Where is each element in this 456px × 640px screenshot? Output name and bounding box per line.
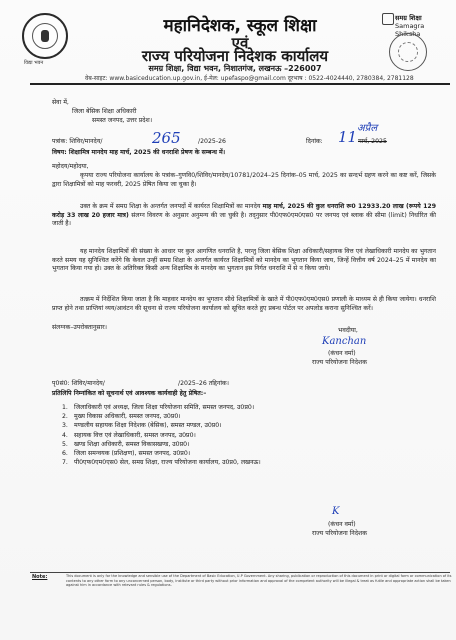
to-line2: समस्त जनपद, उत्तर प्रदेश।	[92, 117, 153, 124]
paragraph-1: कृपया राज्य परियोजना कार्यालय के पत्रांक–गुणवि0/शिविर/मानदेय/10781/2024–25 दिनांक–05 मार्च, 2025 का सन्दर्भ ग्रहण करने का कष्ट करें, जिसके द्वारा शिक्षामित्रों को माह फरवरी, 2025 प्रेषित किया जा चुका है।	[52, 172, 436, 188]
date-month-handwritten: अप्रैल	[357, 123, 378, 134]
samagra-mark-icon	[382, 13, 394, 25]
list-item: 4. सहायक वित्त एवं लेखाधिकारी, समस्त जनपद, उ0प्र0।	[62, 431, 196, 439]
paragraph-2-amount: माह मार्च, 2025 की कुल धनराशि रू0 12933.20 लाख (रूपये 129 करोड़ 33 लाख 20 हजार मात्र)	[52, 203, 436, 219]
list-item: 2. मुख्य विकास अधिकारी, समस्त जनपद, उ0प्र0।	[62, 413, 181, 421]
footer-note-text: This document is only for the knowledge and sensible use of the Department of Basic Education, U.P Government. Any sharing, publication or reproduction of this document in print or digital form or communication of its contents to any other form to any unconcerned person, body, institute or third party without prior information and approval of the competent authority will be illegal & treat as futile and appropriate action shall be taken against him in accordance with relevant rules & regulations.	[66, 574, 452, 588]
signature-scribble: Kanchan	[322, 336, 367, 347]
copy-sign-title: राज्य परियोजना निदेशक	[312, 530, 367, 537]
ref-number-handwritten: 265	[152, 129, 181, 147]
salutation: महोदय/महोदया,	[52, 163, 89, 170]
list-item: 7. पी0एफ0एम0एस0 सेल, समग्र शिक्षा, राज्य परियोजना कार्यालय, उ0प्र0, लखनऊ।	[62, 459, 261, 467]
to-line1: जिला बेसिक शिक्षा अधिकारी	[72, 108, 137, 115]
paragraph-4: तत्क्रम में निर्देशित किया जाता है कि माहवार मानदेय का भुगतान सीधे शिक्षामित्रों के खाते में पी0एफ0एम0एस0 प्रणाली के माध्यम से ही किया जायेगा। धनराशि प्राप्त होने तथा प्राप्तियां व्यय/आवंटन की सूचना से राज्य परियोजना कार्यालय को सूचित करते हुए प्रबन्ध पोर्टल पर अपलोड कराना सुनिश्चित करें।	[52, 296, 436, 312]
copy-ref-year: /2025–26 तद्दिनांक।	[178, 380, 230, 387]
samagra-english-label: Samagra Shiksha	[395, 22, 425, 38]
signature-scribble-2: K	[332, 506, 340, 517]
ref-year: /2025-26	[198, 138, 226, 145]
date-printed: मार्च, 2025	[358, 138, 387, 145]
copy-ref-prefix: पृ0सं0: शिविर/मानदेय/	[52, 380, 105, 387]
emblem-caption: विद्या भवन	[24, 60, 44, 66]
samagra-hindi-label: समग्र शिक्षा	[395, 14, 422, 22]
paragraph-2-tail: संलग्न विवरण के अनुसार अनुमन्य की जा चुकी है। तद्नुसार पी0एफ0एम0एस0 पर जनपद एवं ब्लाक की सीमा (limit) निर्धारित की जाती है।	[52, 211, 436, 228]
header-title-line2: एवं	[231, 34, 249, 52]
header-address: समग्र शिक्षा, विद्या भवन, निशातगंज, लखनऊ –226007	[148, 64, 322, 73]
list-item: 6. जिला समन्वयक (प्रशिक्षण), समस्त जनपद, उ0प्र0।	[62, 450, 191, 458]
header-title-line3: राज्य परियोजना निदेशक कार्यालय	[141, 47, 329, 65]
paragraph-3: यह मानदेय शिक्षामित्रों की संख्या के आधार पर कुल आगणित धनराशि है, परन्तु जिला बेसिक शिक्षा अधिकारी/सहायक वित्त एवं लेखाधिकारी मानदेय का भुगतान करते समय यह सुनिश्चित करेंगे कि केवल उन्हीं समग्र शिक्षा के अन्तर्गत कार्यरत शिक्षामित्रों को मानदेय का भुगतान किया जाय, जिन्हें वित्तीय वर्ष 2024–25 में मानदेय का भुगतान किया गया हो। उक्त के अतिरिक्त किसी अन्य शिक्षामित्र के मानदेय का भुगतान इस निर्गत धनराशि में से न किया जाये।	[52, 248, 436, 273]
copy-sign-name: (कंचन वर्मा)	[328, 521, 356, 528]
sign-name: (कंचन वर्मा)	[328, 350, 356, 357]
header-title-line1: महानिदेशक, स्कूल शिक्षा	[163, 16, 317, 36]
sign-title: राज्य परियोजना निदेशक	[312, 359, 367, 366]
copy-recipient-list	[62, 403, 261, 467]
paragraph-2	[52, 203, 436, 229]
ref-prefix: पत्रांक: शिविर/मानदेय/	[52, 138, 103, 145]
subject-line: विषय: शिक्षामित्र मानदेय माह मार्च, 2025 की धनराशि प्रेषण के सम्बन्ध में।	[52, 149, 226, 156]
header-divider	[30, 83, 450, 85]
to-label: सेवा में,	[52, 99, 69, 106]
header-contact-line: वेब-साइट: www.basiceducation.up.gov.in, ई-मेल: upefaspo@gmail.com दूरभाष : 0522-4024440, 2780384, 2781128	[85, 75, 414, 82]
list-item: 1. जिलाधिकारी एवं अध्यक्ष, जिला शिक्षा परियोजना समिति, समस्त जनपद, उ0प्र0।	[62, 404, 255, 411]
up-government-emblem	[22, 13, 68, 59]
paragraph-2-intro: उक्त के क्रम में समग्र शिक्षा के अन्तर्गत जनपदों में कार्यरत शिक्षामित्रों का मानदेय	[80, 203, 263, 210]
samagra-seal-icon	[389, 33, 427, 71]
footer-divider	[30, 572, 450, 573]
copy-heading: प्रतिलिपि निम्नांकित को सूचनार्थ एवं आवश्यक कार्यवाही हेतु प्रेषित:–	[52, 390, 207, 397]
footer-note-label: Note:	[32, 574, 48, 580]
list-item: 3. मण्डलीय सहायक शिक्षा निदेशक (बेसिक), समस्त मण्डल, उ0प्र0।	[62, 422, 222, 430]
date-day-handwritten: 11	[338, 128, 358, 146]
sign-blessing: भवदीया,	[338, 327, 358, 334]
list-item: 5. खण्ड शिक्षा अधिकारी, समस्त विकासखण्ड, उ0प्र0।	[62, 440, 190, 448]
date-label: दिनांक:	[306, 138, 323, 145]
samagra-shiksha-logo	[382, 11, 442, 69]
enclosure-note: संलग्नक–उपरोक्तानुसार।	[52, 324, 107, 331]
